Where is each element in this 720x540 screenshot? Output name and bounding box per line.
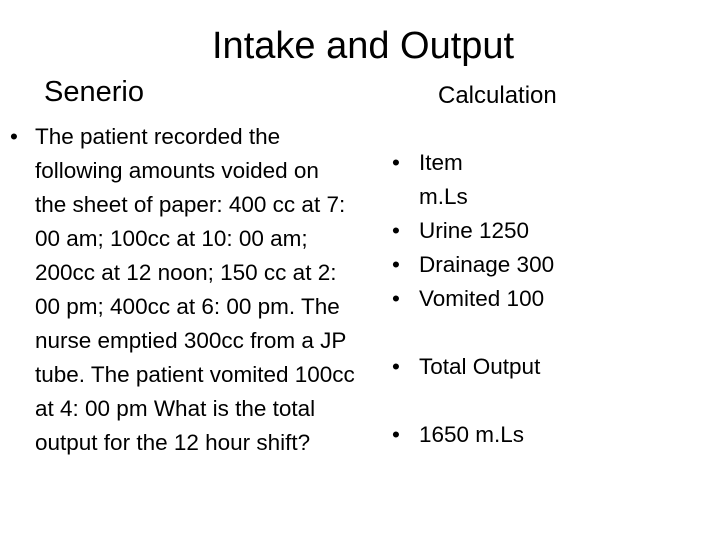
bullet-icon: • — [392, 422, 400, 447]
section-spacer — [392, 384, 712, 418]
bullet-icon: • — [10, 124, 18, 149]
total-value: 1650 m.Ls — [419, 422, 525, 447]
calculation-item — [392, 248, 712, 282]
calculation-item-header — [392, 146, 712, 180]
scenario-section — [10, 120, 355, 460]
bullet-icon: • — [392, 286, 400, 311]
item-label: Item — [419, 150, 463, 175]
item-unit: m.Ls — [419, 184, 468, 209]
calculation-item — [392, 282, 712, 316]
section-spacer — [392, 316, 712, 350]
bullet-icon: • — [392, 252, 400, 277]
item-urine: Urine 1250 — [419, 218, 530, 243]
calculation-section — [392, 146, 712, 452]
item-vomited: Vomited 100 — [419, 286, 545, 311]
total-value-row — [392, 418, 712, 452]
calculation-item — [392, 214, 712, 248]
bullet-icon: • — [392, 150, 400, 175]
total-output-row — [392, 350, 712, 384]
calculation-heading: Calculation — [438, 82, 557, 109]
scenario-bullet — [10, 120, 355, 460]
page-title: Intake and Output — [212, 25, 515, 67]
scenario-heading: Senerio — [44, 76, 144, 108]
bullet-icon: • — [392, 218, 400, 243]
total-output-label: Total Output — [419, 354, 541, 379]
bullet-icon: • — [392, 354, 400, 379]
item-drainage: Drainage 300 — [419, 252, 555, 277]
scenario-paragraph: The patient recorded the following amounts voided on the sheet of paper: 400 cc at 7: 00 am; 100cc at 10: 00 am; 200cc at 12 noon; 150 cc at 2: 00 pm; 400cc at 6: 00 pm. The nurse emptied 300cc from a JP tube. The patient vomited 100cc at 4: 00 pm What is the total output for the 12 hour shift? — [35, 124, 355, 455]
